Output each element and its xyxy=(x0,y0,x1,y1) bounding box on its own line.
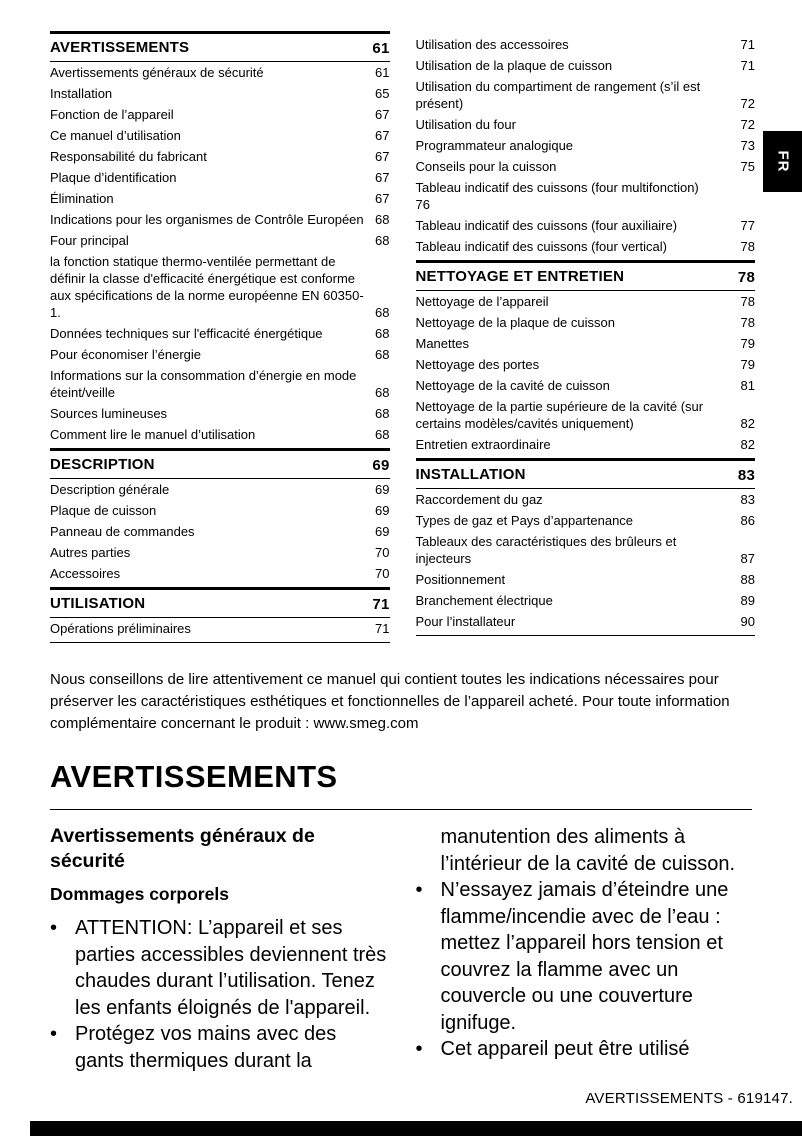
toc-row-label: Plaque d’identification xyxy=(50,170,177,185)
toc-row xyxy=(50,167,390,188)
toc-row xyxy=(416,215,756,236)
toc-row-label: Plaque de cuisson xyxy=(50,503,157,518)
toc-row xyxy=(50,403,390,424)
toc-row xyxy=(50,230,390,251)
toc-row-page-number: 78 xyxy=(740,294,755,309)
toc-row xyxy=(416,458,756,489)
toc-row xyxy=(50,344,390,365)
toc-row-page-number: 81 xyxy=(740,378,755,393)
toc-row-page-number: 79 xyxy=(740,357,755,372)
toc-row xyxy=(416,236,756,257)
bullet-list-left xyxy=(50,915,390,1074)
toc-row-page-number: 69 xyxy=(375,503,390,518)
toc-row-page-number: 83 xyxy=(740,492,755,507)
toc-row xyxy=(416,135,756,156)
toc-row-label: Tableau indicatif des cuissons (four auxiliaire) xyxy=(415,218,678,233)
toc-row-label: Nettoyage de la partie supérieure de la cavité (sur certains modèles/cavités uniquement) xyxy=(415,399,704,431)
bullet-icon: • xyxy=(50,1023,58,1045)
toc-row-label: Sources lumineuses xyxy=(50,406,168,421)
toc-row-page-number: 69 xyxy=(375,482,390,497)
toc-row-label: NETTOYAGE ET ENTRETIEN xyxy=(415,268,625,285)
toc-row-page-number: 69 xyxy=(372,457,390,474)
toc-row-label: Responsabilité du fabricant xyxy=(50,149,207,164)
toc-row xyxy=(416,510,756,531)
toc-row-page-number: 71 xyxy=(740,58,755,73)
toc-row-label: Entretien extraordinaire xyxy=(415,437,551,452)
toc-row xyxy=(416,569,756,590)
toc-row-page-number: 61 xyxy=(375,65,390,80)
toc-row-label: Raccordement du gaz xyxy=(415,492,543,507)
toc-row-page-number: 87 xyxy=(740,551,755,566)
section-subheading: Dommages corporels xyxy=(50,884,229,904)
toc-row xyxy=(50,31,390,62)
toc-column-left xyxy=(50,28,390,643)
toc-row-label: Nettoyage de la cavité de cuisson xyxy=(415,378,610,393)
body-column-right xyxy=(416,818,756,1074)
toc-row-label: Tableau indicatif des cuissons (four vertical) xyxy=(415,239,667,254)
toc-row-page-number: 68 xyxy=(375,427,390,442)
toc-row xyxy=(50,83,390,104)
toc-row-page-number: 72 xyxy=(740,96,755,111)
toc-row-page-number: 67 xyxy=(375,107,390,122)
toc-row-label: Tableau indicatif des cuissons (four multifonction) xyxy=(415,180,699,195)
toc-row-page-number: 72 xyxy=(740,117,755,132)
toc-row-label: Panneau de commandes xyxy=(50,524,195,539)
list-item-text: N’essayez jamais d’éteindre une flamme/incendie avec de l’eau : mettez l’appareil hors tension et couvrez la flamme avec un couvercle ou une couverture ignifuge. xyxy=(440,879,729,1034)
toc-row-label: Élimination xyxy=(50,191,114,206)
page-footer: AVERTISSEMENTS - 619147. xyxy=(585,1090,793,1107)
toc-row-label: AVERTISSEMENTS xyxy=(50,39,190,56)
toc-row xyxy=(50,618,390,639)
toc-row-page-number: 68 xyxy=(375,385,390,400)
toc-row-page-number: 65 xyxy=(375,86,390,101)
toc-row xyxy=(50,104,390,125)
toc-row xyxy=(50,424,390,445)
toc-row-page-number: 82 xyxy=(740,437,755,452)
toc-row-label: Types de gaz et Pays d’appartenance xyxy=(415,513,634,528)
toc-row xyxy=(50,62,390,83)
toc-row xyxy=(416,34,756,55)
toc-row-page-number: 78 xyxy=(740,315,755,330)
toc-row-page-number: 75 xyxy=(740,159,755,174)
toc-row-label: Description générale xyxy=(50,482,170,497)
toc-row-label: Comment lire le manuel d’utilisation xyxy=(50,427,256,442)
toc-row-page-number: 70 xyxy=(375,545,390,560)
bullet-list-right xyxy=(416,877,756,1063)
toc-row-label: Autres parties xyxy=(50,545,131,560)
toc-row xyxy=(416,114,756,135)
toc-row xyxy=(416,55,756,76)
toc-row-label: Opérations préliminaires xyxy=(50,621,191,636)
toc-row-label: DESCRIPTION xyxy=(50,456,155,473)
toc-row-page-number: 69 xyxy=(375,524,390,539)
toc-row-label: Nettoyage de la plaque de cuisson xyxy=(415,315,615,330)
toc-row-label: Fonction de l’appareil xyxy=(50,107,174,122)
toc-row-label: Branchement électrique xyxy=(415,593,553,608)
toc-row xyxy=(416,611,756,632)
toc-row-page-number: 79 xyxy=(740,336,755,351)
toc-row-label: Utilisation du compartiment de rangement (s’il est présent) xyxy=(415,79,701,111)
toc-row-page-number: 71 xyxy=(740,37,755,52)
toc-row-label: Pour économiser l’énergie xyxy=(50,347,202,362)
toc-row xyxy=(50,448,390,479)
toc-row xyxy=(50,188,390,209)
toc-row xyxy=(50,563,390,584)
toc-row-label: Utilisation du four xyxy=(415,117,516,132)
toc-row xyxy=(416,291,756,312)
toc-row xyxy=(416,333,756,354)
toc-row xyxy=(416,354,756,375)
toc-row xyxy=(50,542,390,563)
toc-row xyxy=(416,531,756,569)
list-item xyxy=(50,1021,390,1074)
toc-row-label: Manettes xyxy=(415,336,469,351)
toc-row xyxy=(416,396,756,434)
toc-row-page-number: 86 xyxy=(740,513,755,528)
toc-row-label: la fonction statique thermo-ventilée permettant de définir la classe d'efficacité énergétique est conforme aux spécifications de la norme européenne EN 60350-1. xyxy=(50,254,364,320)
toc-row xyxy=(50,146,390,167)
toc-row xyxy=(50,251,390,323)
toc-column-right xyxy=(416,28,756,636)
toc-row-page-number: 68 xyxy=(375,212,390,227)
toc-row-page-number: 71 xyxy=(375,621,390,636)
toc-row xyxy=(416,76,756,114)
toc-row xyxy=(416,590,756,611)
toc-row xyxy=(50,479,390,500)
toc-row-page-number: 67 xyxy=(375,170,390,185)
toc-row xyxy=(416,312,756,333)
toc-row xyxy=(50,365,390,403)
toc-row-label: Avertissements généraux de sécurité xyxy=(50,65,264,80)
list-item xyxy=(416,1036,756,1063)
toc-row-label: Informations sur la consommation d’énergie en mode éteint/veille xyxy=(50,368,357,400)
language-tab-label: FR xyxy=(774,150,791,173)
toc-row-label: Nettoyage des portes xyxy=(415,357,540,372)
toc-row-page-number: 82 xyxy=(740,416,755,431)
list-item-text: ATTENTION: L’appareil et ses parties accessibles deviennent très chaudes durant l’utilisation. Tenez les enfants éloignés de l'appareil. xyxy=(75,917,387,1019)
intro-paragraph: Nous conseillons de lire attentivement ce manuel qui contient toutes les indications nécessaires pour préserver les caractéristiques esthétiques et fonctionnelles de l’appareil acheté. Pour toute information complémentaire concernant le produit : www.smeg.com xyxy=(50,671,730,732)
toc-row-page-number: 78 xyxy=(737,269,755,286)
toc-row xyxy=(50,323,390,344)
toc-row-page-number: 78 xyxy=(740,239,755,254)
toc-row-label: Pour l’installateur xyxy=(415,614,516,629)
toc-row-page-number: 67 xyxy=(375,191,390,206)
toc-row xyxy=(416,375,756,396)
list-item xyxy=(416,877,756,1036)
list-item-text: Cet appareil peut être utilisé xyxy=(440,1038,690,1060)
toc-row-label: Positionnement xyxy=(415,572,506,587)
chapter-title: AVERTISSEMENTS xyxy=(50,759,752,810)
toc-row-page-number: 88 xyxy=(740,572,755,587)
bullet-icon: • xyxy=(415,1038,423,1060)
body-columns xyxy=(0,810,802,1074)
toc-row-page-number: 76 xyxy=(415,197,430,212)
toc-row xyxy=(416,156,756,177)
toc-row xyxy=(416,177,756,215)
list-item xyxy=(50,915,390,1021)
toc-row-label: Installation xyxy=(50,86,113,101)
list-item-text: Protégez vos mains avec des gants thermiques durant la xyxy=(75,1023,337,1072)
toc-row-page-number: 68 xyxy=(375,233,390,248)
toc-row-page-number: 90 xyxy=(740,614,755,629)
toc-row-label: Indications pour les organismes de Contrôle Européen xyxy=(50,212,364,227)
toc-row-label: Four principal xyxy=(50,233,129,248)
section-heading: Avertissements généraux de sécurité xyxy=(50,825,315,872)
toc-row xyxy=(50,521,390,542)
toc-row-page-number: 73 xyxy=(740,138,755,153)
bullet-icon: • xyxy=(415,879,423,901)
toc-row-page-number: 89 xyxy=(740,593,755,608)
toc-row-label: Utilisation des accessoires xyxy=(415,37,569,52)
toc-row-page-number: 68 xyxy=(375,406,390,421)
toc-row-page-number: 70 xyxy=(375,566,390,581)
toc-row xyxy=(50,125,390,146)
toc-row-page-number: 68 xyxy=(375,326,390,341)
toc-row xyxy=(416,260,756,291)
toc-row xyxy=(50,587,390,618)
toc-row-page-number: 67 xyxy=(375,149,390,164)
toc-row-label: Tableaux des caractéristiques des brûleurs et injecteurs xyxy=(415,534,677,566)
toc-row-page-number: 71 xyxy=(372,596,390,613)
bullet-icon: • xyxy=(50,917,58,939)
toc-row-page-number: 68 xyxy=(375,347,390,362)
toc-row-label: Programmateur analogique xyxy=(415,138,574,153)
toc-row-label: Utilisation de la plaque de cuisson xyxy=(415,58,613,73)
toc-row-label: Données techniques sur l'efficacité énergétique xyxy=(50,326,323,341)
toc-row xyxy=(50,209,390,230)
toc-row-label: Accessoires xyxy=(50,566,121,581)
toc-row-label: Nettoyage de l’appareil xyxy=(415,294,549,309)
toc-row-page-number: 61 xyxy=(372,40,390,57)
continuation-text: manutention des aliments à l’intérieur de la cavité de cuisson. xyxy=(440,826,736,875)
toc-row xyxy=(416,489,756,510)
toc-row-label: INSTALLATION xyxy=(415,466,526,483)
toc-row xyxy=(50,500,390,521)
toc-row-label: Ce manuel d’utilisation xyxy=(50,128,181,143)
toc-row-label: Conseils pour la cuisson xyxy=(415,159,557,174)
toc-row-page-number: 83 xyxy=(737,467,755,484)
bottom-bar xyxy=(30,1121,802,1136)
body-column-left xyxy=(50,818,390,1074)
toc-row-label: UTILISATION xyxy=(50,595,146,612)
toc-row-page-number: 68 xyxy=(375,305,390,320)
toc-row-page-number: 77 xyxy=(740,218,755,233)
language-tab xyxy=(763,131,802,192)
toc-row-page-number: 67 xyxy=(375,128,390,143)
toc-row xyxy=(416,434,756,455)
